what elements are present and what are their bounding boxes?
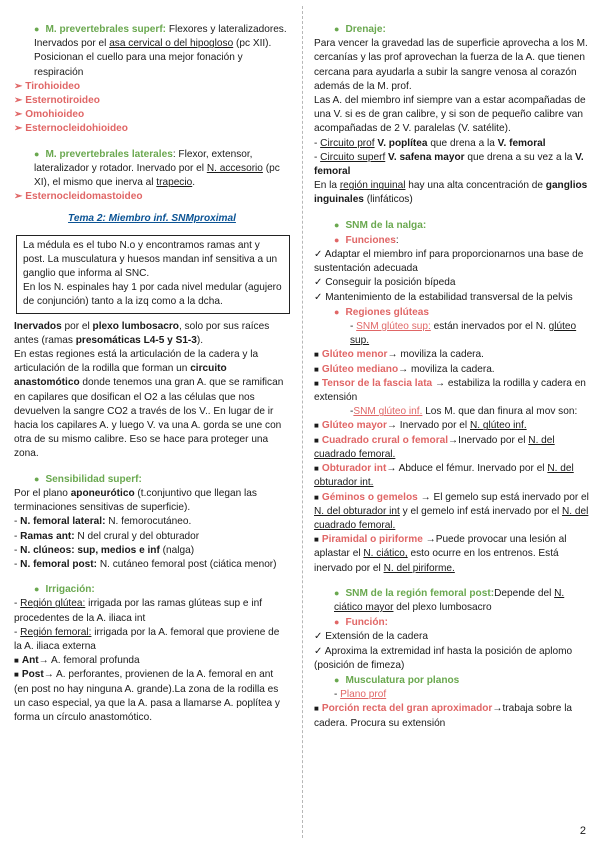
porcion: ■ Porción recta del gran aproximador→trabaja sobre la cadera. Procura su extensión — [314, 703, 573, 729]
gluteo-mediano: ■ Glúteo mediano→ moviliza la cadera. — [314, 363, 495, 375]
column-divider — [302, 6, 303, 838]
irrigacion-heading: ● Irrigación: — [34, 584, 95, 596]
arrow-item: ➢ Esternocleidohioideo — [14, 123, 128, 135]
irrig-post: ■ Post→ A. perforantes, provienen de la A. femoral en ant (en post no hay ninguna A. grande).La zona de la rodilla es un caso especial, ya que la A. pasa a llamarse A. poplítea y forma un círculo anastomótico. — [14, 669, 280, 723]
drenaje-text2: Las A. del miembro inf siempre van a estar acompañadas de una V. si es de gran calibre, y si son de pequeño calibre van acompañadas de 2 V. paralelas (V. satélite). — [314, 95, 586, 135]
funcion-heading: ● Función: — [334, 617, 389, 629]
sensibilidad-heading: ● Sensibilidad superf: — [34, 473, 142, 485]
inervados-paragraph: Inervados por el plexo lumbosacro, solo por sus raíces antes (ramas presomáticas L4-5 y S1-3). — [14, 320, 270, 346]
right-column — [314, 22, 590, 731]
inguinal-text: En la región inguinal hay una alta concentración de ganglios inguinales (linfáticos) — [314, 180, 588, 206]
gluteo-mayor: ■ Glúteo mayor→ Inervado por el N. glúteo inf. — [314, 420, 527, 432]
snm-gluteo-inf: -SNM glúteo inf. Los M. que dan finura al mov son: — [350, 406, 578, 418]
arrow-item: ➢ Tirohioideo — [14, 80, 81, 92]
circuito-superf: - Circuito superf V. safena mayor que drena a su vez a la V. femoral — [314, 151, 584, 178]
drenaje-text: Para vencer la gravedad las de superficie aprovecha a los M. cercanías y las prof aprovechan la fuerza de la A. que tienen cercana para ayudarla a subir la sangre venosa al corazón además de la M. prof. — [314, 38, 588, 92]
piramidal: ■ Piramidal o piriforme →Puede provocar una lesión al aplastar el N. ciático, esto ocurre en los entrenos. Está inervado por el N. del piriforme. — [314, 534, 567, 574]
snm-gluteo-sup: - SNM glúteo sup: están inervados por el N. glúteo sup. — [350, 321, 577, 347]
check-item: ✓ Extensión de la cadera — [314, 631, 428, 643]
check-item: ✓ Aproxima la extremidad inf hasta la posición de aplomo (posición de fimeza) — [314, 645, 573, 671]
funciones-heading: ● Funciones: — [334, 234, 399, 246]
drenaje-heading: ● Drenaje: — [334, 24, 386, 35]
page-number: 2 — [579, 824, 586, 837]
sens-item: - N. femoral post: N. cutáneo femoral post (ciática menor) — [14, 558, 277, 570]
cuadrado: ■ Cuadrado crural o femoral→Inervado por el N. del cuadrado femoral. — [314, 434, 555, 460]
musc-planos-heading: ● Musculatura por planos — [334, 674, 460, 686]
irrig-glutea: - Región glútea: irrigada por las ramas glúteas sup e inf procedentes de la A. iliaca int — [14, 598, 263, 624]
info-box: La médula es el tubo N.o y encontramos ramas ant y post. La musculatura y huesos mandan inf sensitiva a un ganglio que informa al SNC. En los N. espinales hay 1 por cada nivel medular (agujero de conjunción) tanto a la izq como a la dcha. — [16, 235, 290, 314]
prevertebrales-superf: ● M. prevertebrales superf: Flexores y lateralizadores. Inervados por el asa cervical o del hipogloso (pc XII). Posicionan el cuello para una mejor fonación y respiración — [34, 24, 287, 78]
gluteo-menor: ■ Glúteo menor→ moviliza la cadera. — [314, 349, 484, 361]
articulacion-paragraph: En estas regiones está la articulación de la cadera y la articulación de la rodilla que forman un circuito anastomótico donde tenemos una gran A. que se ramifican en capilares que dosifican el O2 a las células que nos devuelven la sangre CO2 a través de los V.. En lugar de ir hacia los capilares A. y luego V. va una A. gorda se une con otra de su mismo calibre. Eso se hace para proteger una zona. — [14, 349, 284, 460]
tensor: ■ Tensor de la fascia lata → estabiliza la rodilla y cadera en extensión — [314, 377, 586, 404]
prevertebrales-lat: ● M. prevertebrales laterales: Flexor, extensor, lateralizador y rotador. Inervado por el N. accesorio (pc XI), el mismo que inerva al trapecio. — [34, 148, 280, 189]
arrow-item: ➢ Omohioideo — [14, 109, 85, 121]
irrig-femoral: - Región femoral: irrigada por la A. femoral que proviene de la A. iliaca externa — [14, 626, 280, 652]
check-item: ✓ Conseguir la posición bípeda — [314, 277, 456, 289]
left-column — [14, 22, 290, 725]
sensibilidad-text: Por el plano aponeurótico (t.conjuntivo que llegan las terminaciones sensitivas de superficie). — [14, 487, 257, 514]
check-item: ✓ Adaptar el miembro inf para proporcionarnos una base de sustentación adecuada — [314, 249, 584, 275]
arrow-item: ➢ Esternotiroideo — [14, 95, 100, 107]
regiones-heading: ● Regiones glúteas — [334, 306, 430, 318]
snm-femoral-heading: ● SNM de la región femoral post:Depende del N. ciático mayor del plexo lumbosacro — [334, 587, 565, 613]
obturador: ■ Obturador int→ Abduce el fémur. Inervado por el N. del obturador int. — [314, 463, 574, 489]
snm-nalga-heading: ● SNM de la nalga: — [334, 219, 427, 231]
sens-item: - Ramas ant: N del crural y del obturador — [14, 530, 200, 542]
theme-title: Tema 2: Miembro inf. SNMproximal — [68, 213, 236, 225]
circuito-prof: - Circuito prof V. poplítea que drena a la V. femoral — [314, 137, 546, 149]
plano-prof: - Plano prof — [334, 689, 387, 701]
irrig-ant: ■ Ant→ A. femoral profunda — [14, 655, 140, 667]
geminos: ■ Géminos o gemelos → El gemelo sup está inervado por el N. del obturador int y el gemelo inf está inervado por el N. del cuadrado femoral. — [314, 491, 589, 531]
sens-item: - N. clúneos: sup, medios e inf (nalga) — [14, 544, 195, 556]
check-item: ✓ Mantenimiento de la estabilidad transversal de la pelvis — [314, 291, 573, 303]
arrow-item: ➢ Esternocleidomastoideo — [14, 191, 143, 203]
sens-item: - N. femoral lateral: N. femorocutáneo. — [14, 516, 192, 528]
